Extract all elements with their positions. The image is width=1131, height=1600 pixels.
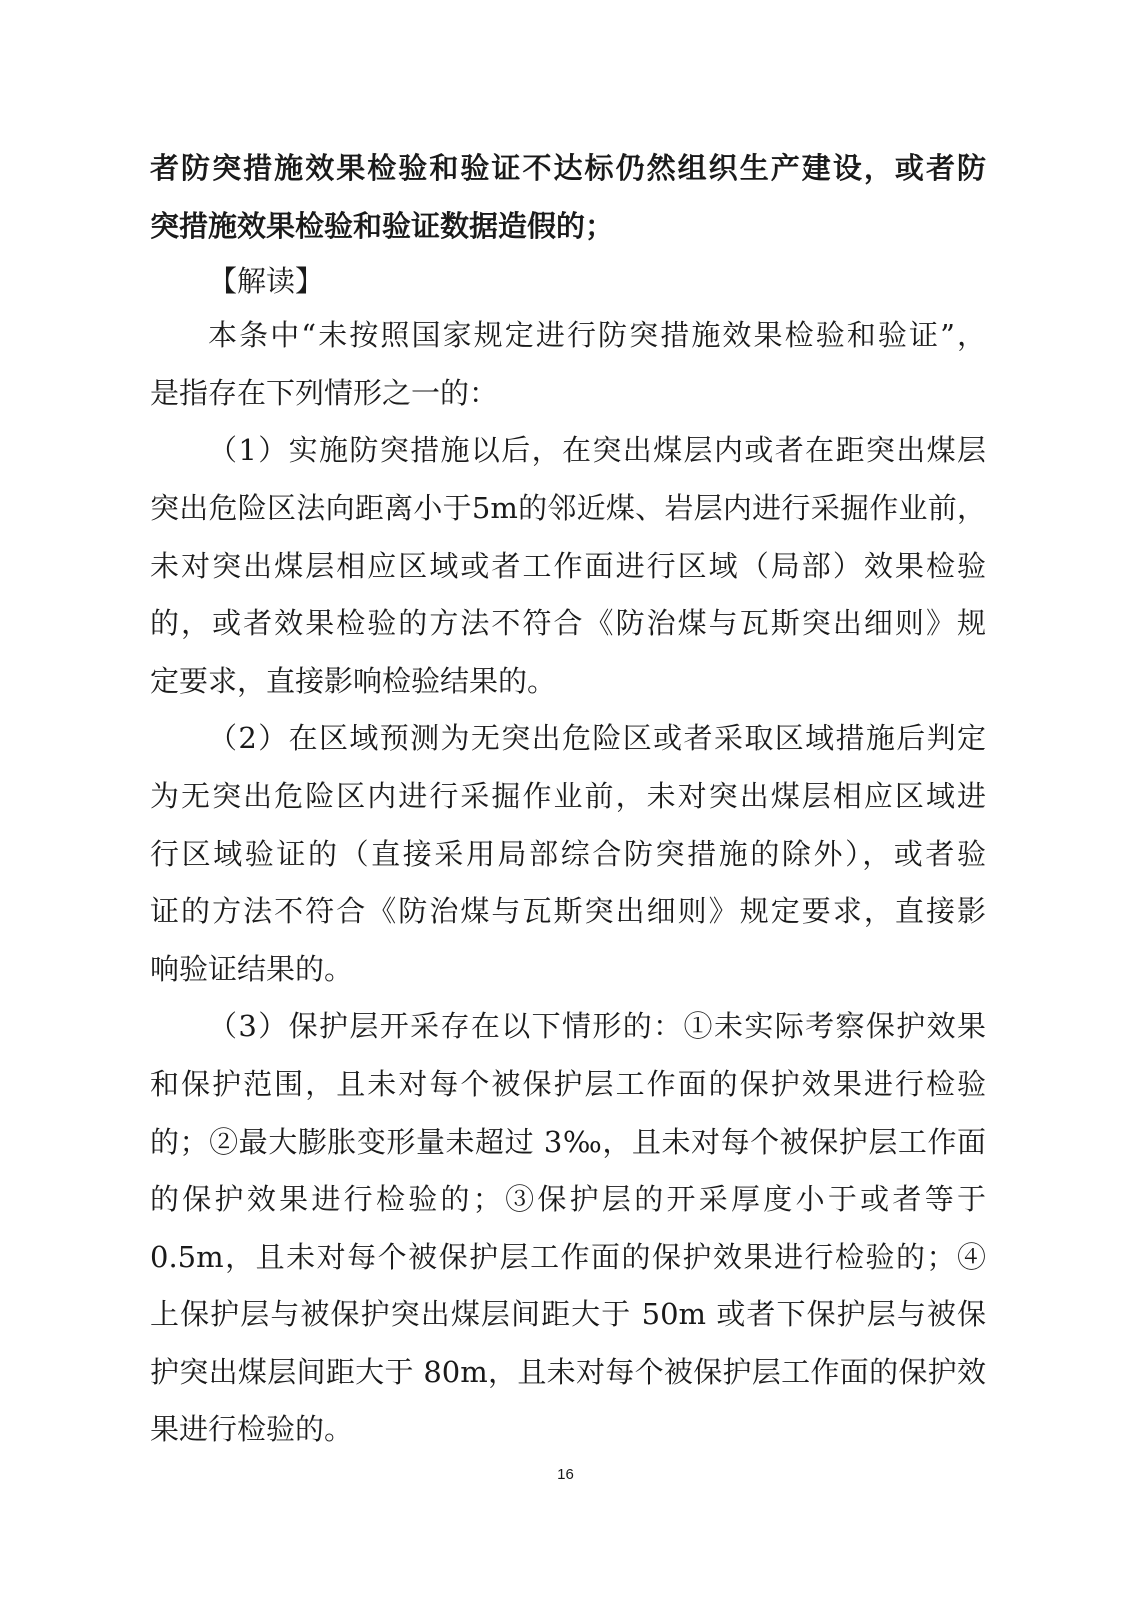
item2-line-2: 为无突出危险区内进行采掘作业前，未对突出煤层相应区域进 — [150, 778, 986, 813]
lead-line-1: 本条中“未按照国家规定进行防突措施效果检验和验证”， — [208, 318, 986, 353]
intro-line-1: 者防突措施效果检验和验证不达标仍然组织生产建设，或者防 — [150, 151, 986, 185]
item2-line-1: （2）在区域预测为无突出危险区或者采取区域措施后判定 — [208, 721, 986, 756]
section-heading: 【解读】 — [208, 264, 325, 299]
page-number: 16 — [557, 1466, 574, 1483]
item3-line-2: 和保护范围，且未对每个被保护层工作面的保护效果进行检验 — [150, 1066, 986, 1101]
item3-line-5: 0.5m，且未对每个被保护层工作面的保护效果进行检验的；④ — [150, 1239, 986, 1274]
intro-line-2: 突措施效果检验和验证数据造假的； — [150, 208, 615, 243]
item2-line-4: 证的方法不符合《防治煤与瓦斯突出细则》规定要求，直接影 — [150, 894, 986, 929]
item3-line-8: 果进行检验的。 — [150, 1412, 354, 1447]
item3-line-6: 上保护层与被保护突出煤层间距大于 50m 或者下保护层与被保 — [150, 1297, 986, 1332]
item1-line-4: 的，或者效果检验的方法不符合《防治煤与瓦斯突出细则》规 — [150, 606, 986, 641]
item1-line-2: 突出危险区法向距离小于5m的邻近煤、岩层内进行采掘作业前， — [150, 490, 986, 525]
item1-line-3: 未对突出煤层相应区域或者工作面进行区域（局部）效果检验 — [150, 548, 986, 583]
item2-line-3: 行区域验证的（直接采用局部综合防突措施的除外），或者验 — [150, 836, 986, 871]
item3-line-3: 的；②最大膨胀变形量未超过 3‰，且未对每个被保护层工作面 — [150, 1124, 986, 1159]
lead-line-2: 是指存在下列情形之一的： — [150, 375, 499, 410]
item3-line-4: 的保护效果进行检验的；③保护层的开采厚度小于或者等于 — [150, 1182, 986, 1217]
document-page — [150, 140, 986, 1459]
item1-line-1: （1）实施防突措施以后，在突出煤层内或者在距突出煤层 — [208, 433, 986, 468]
item1-line-5: 定要求，直接影响检验结果的。 — [150, 663, 557, 698]
item3-line-1: （3）保护层开采存在以下情形的：①未实际考察保护效果 — [208, 1009, 986, 1044]
item3-line-7: 护突出煤层间距大于 80m，且未对每个被保护层工作面的保护效 — [150, 1354, 986, 1389]
item2-line-5: 响验证结果的。 — [150, 951, 354, 986]
